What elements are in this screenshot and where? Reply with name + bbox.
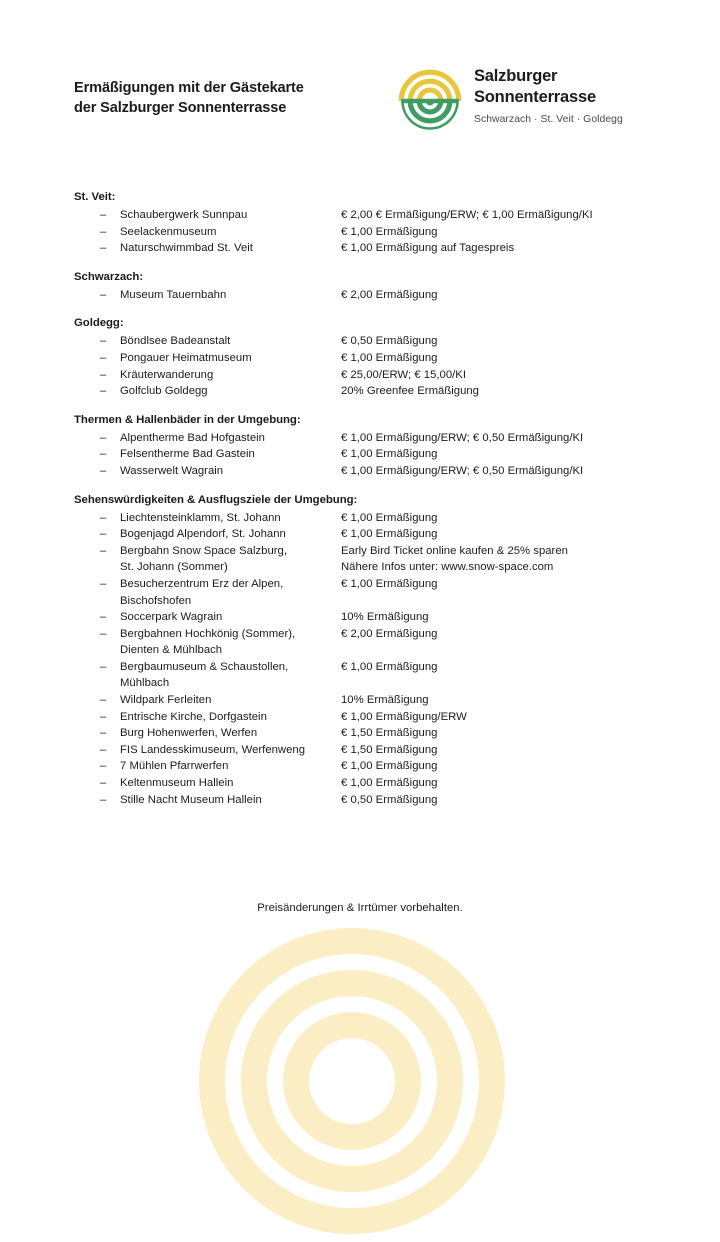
attraction-name bbox=[120, 609, 341, 626]
discount-value-line-1: 10% Ermäßigung bbox=[341, 611, 429, 624]
attraction-name-line-2: Dienten & Mühlbach bbox=[120, 644, 223, 657]
list-item bbox=[74, 430, 660, 447]
discount-value bbox=[341, 430, 660, 447]
attraction-name-line-1: Bogenjagd Alpendorf, St. Johann bbox=[120, 528, 286, 541]
attraction-name-line-1: Pongauer Heimatmuseum bbox=[120, 351, 252, 364]
discount-value-line-1: € 0,50 Ermäßigung bbox=[341, 793, 438, 806]
attraction-name-line-1: FIS Landesskimuseum, Werfenweng bbox=[120, 743, 306, 756]
discount-value-line-1: € 2,00 € Ermäßigung/ERW; € 1,00 Ermäßigung/KI bbox=[341, 209, 593, 221]
attraction-name bbox=[120, 626, 341, 659]
discount-value bbox=[341, 709, 660, 726]
discount-section bbox=[74, 412, 660, 480]
brand-text-block bbox=[474, 66, 664, 126]
discount-value-line-1: € 1,00 Ermäßigung bbox=[341, 660, 438, 673]
dash-bullet-icon: – bbox=[100, 694, 107, 707]
attraction-name-line-1: Liechtensteinklamm, St. Johann bbox=[120, 511, 281, 524]
attraction-name-line-1: Schaubergwerk Sunnpau bbox=[120, 209, 248, 221]
list-item bbox=[74, 792, 660, 809]
discount-value-line-1: € 1,00 Ermäßigung auf Tagespreis bbox=[341, 242, 515, 255]
discount-value-line-1: € 1,00 Ermäßigung bbox=[341, 225, 438, 238]
discount-value-line-1: € 1,00 Ermäßigung bbox=[341, 448, 438, 461]
attraction-name bbox=[120, 758, 341, 775]
discount-value bbox=[341, 792, 660, 809]
list-item bbox=[74, 659, 660, 692]
document-header bbox=[0, 0, 720, 160]
discount-value-line-1: 10% Ermäßigung bbox=[341, 694, 429, 707]
attraction-name-line-1: 7 Mühlen Pfarrwerfen bbox=[120, 760, 229, 773]
attraction-name-line-1: Soccerpark Wagrain bbox=[120, 611, 223, 624]
attraction-name-line-1: Golfclub Goldegg bbox=[120, 385, 208, 398]
dash-bullet-icon: – bbox=[100, 727, 107, 740]
section-title: Sehenswürdigkeiten & Ausflugsziele der Umgebung: bbox=[74, 493, 358, 506]
dash-bullet-icon: – bbox=[100, 760, 107, 773]
attraction-name bbox=[120, 240, 341, 257]
discount-value bbox=[341, 287, 660, 304]
attraction-name bbox=[120, 692, 341, 709]
discount-value bbox=[341, 692, 660, 709]
list-item bbox=[74, 609, 660, 626]
section-title: Goldegg: bbox=[74, 317, 124, 330]
discount-value-line-1: 20% Greenfee Ermäßigung bbox=[341, 385, 479, 398]
logo-watermark bbox=[196, 925, 508, 1085]
list-item bbox=[74, 692, 660, 709]
attraction-name bbox=[120, 510, 341, 527]
list-item bbox=[74, 725, 660, 742]
dash-bullet-icon: – bbox=[100, 710, 107, 723]
page-title bbox=[74, 78, 404, 118]
attraction-name bbox=[120, 287, 341, 304]
dash-bullet-icon: – bbox=[100, 242, 107, 255]
attraction-name bbox=[120, 709, 341, 726]
attraction-name-line-1: Bergbaumuseum & Schaustollen, bbox=[120, 660, 289, 673]
attraction-name-line-1: Kräuterwanderung bbox=[120, 368, 214, 381]
discount-value bbox=[341, 543, 660, 576]
section-rows bbox=[74, 333, 660, 399]
brand-name-line-1: Salzburger bbox=[474, 67, 558, 85]
attraction-name bbox=[120, 725, 341, 742]
discount-value bbox=[341, 742, 660, 759]
discount-section bbox=[74, 315, 660, 399]
dash-bullet-icon: – bbox=[100, 777, 107, 790]
attraction-name-line-1: Wildpark Ferleiten bbox=[120, 694, 212, 707]
discount-value bbox=[341, 383, 660, 400]
list-item bbox=[74, 207, 660, 224]
dash-bullet-icon: – bbox=[100, 385, 107, 398]
dash-bullet-icon: – bbox=[100, 611, 107, 624]
list-item bbox=[74, 742, 660, 759]
section-title: St. Veit: bbox=[74, 191, 116, 203]
attraction-name-line-1: Böndlsee Badeanstalt bbox=[120, 335, 231, 348]
discount-value bbox=[341, 758, 660, 775]
discount-value-line-1: € 1,00 Ermäßigung bbox=[341, 511, 438, 524]
discount-value bbox=[341, 510, 660, 527]
discount-value-line-1: € 1,50 Ermäßigung bbox=[341, 727, 438, 740]
attraction-name bbox=[120, 463, 341, 480]
discount-value bbox=[341, 775, 660, 792]
discount-value bbox=[341, 333, 660, 350]
attraction-name-line-1: Museum Tauernbahn bbox=[120, 288, 227, 301]
list-item bbox=[74, 775, 660, 792]
section-title: Schwarzach: bbox=[74, 270, 144, 283]
list-item bbox=[74, 709, 660, 726]
attraction-name-line-1: Felsentherme Bad Gastein bbox=[120, 448, 255, 461]
attraction-name bbox=[120, 775, 341, 792]
page-title-line-1: Ermäßigungen mit der Gästekarte bbox=[74, 80, 304, 96]
discount-value bbox=[341, 626, 660, 643]
list-item bbox=[74, 367, 660, 384]
discount-section bbox=[74, 189, 660, 257]
dash-bullet-icon: – bbox=[100, 431, 107, 444]
list-item bbox=[74, 758, 660, 775]
attraction-name bbox=[120, 333, 341, 350]
dash-bullet-icon: – bbox=[100, 511, 107, 524]
discount-value bbox=[341, 725, 660, 742]
discount-value bbox=[341, 367, 660, 384]
attraction-name bbox=[120, 367, 341, 384]
discount-value-line-1: € 1,00 Ermäßigung bbox=[341, 577, 438, 590]
dash-bullet-icon: – bbox=[100, 335, 107, 348]
dash-bullet-icon: – bbox=[100, 793, 107, 806]
list-item bbox=[74, 543, 660, 576]
list-item bbox=[74, 463, 660, 480]
discount-section bbox=[74, 492, 660, 809]
attraction-name-line-1: Besucherzentrum Erz der Alpen, bbox=[120, 577, 284, 590]
attraction-name bbox=[120, 350, 341, 367]
attraction-name-line-1: Seelackenmuseum bbox=[120, 225, 217, 238]
attraction-name-line-1: Bergbahnen Hochkönig (Sommer), bbox=[120, 627, 296, 640]
list-item bbox=[74, 510, 660, 527]
section-rows bbox=[74, 430, 660, 480]
attraction-name bbox=[120, 792, 341, 809]
dash-bullet-icon: – bbox=[100, 209, 107, 221]
attraction-name-line-1: Stille Nacht Museum Hallein bbox=[120, 793, 262, 806]
list-item bbox=[74, 446, 660, 463]
section-rows bbox=[74, 510, 660, 809]
attraction-name-line-2: Mühlbach bbox=[120, 677, 170, 690]
discount-value-line-1: € 1,50 Ermäßigung bbox=[341, 743, 438, 756]
discount-value-line-1: € 1,00 Ermäßigung bbox=[341, 760, 438, 773]
discount-value bbox=[341, 446, 660, 463]
dash-bullet-icon: – bbox=[100, 448, 107, 461]
attraction-name-line-1: Wasserwelt Wagrain bbox=[120, 464, 224, 477]
page-title-line-2: der Salzburger Sonnenterrasse bbox=[74, 100, 287, 116]
dash-bullet-icon: – bbox=[100, 288, 107, 301]
brand-name-line-2: Sonnenterrasse bbox=[474, 87, 596, 106]
discount-value bbox=[341, 463, 660, 480]
dash-bullet-icon: – bbox=[100, 544, 107, 557]
discount-value-line-1: € 1,00 Ermäßigung/ERW; € 0,50 Ermäßigung/KI bbox=[341, 464, 584, 477]
list-item bbox=[74, 350, 660, 367]
section-rows bbox=[74, 287, 660, 304]
discount-value bbox=[341, 609, 660, 626]
list-item bbox=[74, 240, 660, 257]
dash-bullet-icon: – bbox=[100, 627, 107, 640]
attraction-name bbox=[120, 430, 341, 447]
discount-value-line-1: € 1,00 Ermäßigung bbox=[341, 777, 438, 790]
attraction-name-line-1: Keltenmuseum Hallein bbox=[120, 777, 234, 790]
discount-value bbox=[341, 576, 660, 593]
discount-value-line-2: Nähere Infos unter: www.snow-space.com bbox=[341, 561, 554, 574]
list-item bbox=[74, 287, 660, 304]
dash-bullet-icon: – bbox=[100, 225, 107, 238]
discount-value bbox=[341, 350, 660, 367]
dash-bullet-icon: – bbox=[100, 577, 107, 590]
attraction-name bbox=[120, 383, 341, 400]
list-item bbox=[74, 626, 660, 659]
dash-bullet-icon: – bbox=[100, 743, 107, 756]
brand-subtitle: Schwarzach · St. Veit · Goldegg bbox=[474, 114, 623, 125]
brand-name bbox=[474, 66, 664, 107]
attraction-name bbox=[120, 742, 341, 759]
discount-value bbox=[341, 659, 660, 676]
discount-value-line-1: € 1,00 Ermäßigung bbox=[341, 528, 438, 541]
discount-value-line-1: Early Bird Ticket online kaufen & 25% sparen bbox=[341, 544, 568, 557]
attraction-name bbox=[120, 659, 341, 692]
list-item bbox=[74, 576, 660, 609]
attraction-name-line-1: Naturschwimmbad St. Veit bbox=[120, 242, 253, 255]
dash-bullet-icon: – bbox=[100, 528, 107, 541]
attraction-name bbox=[120, 446, 341, 463]
discount-list bbox=[74, 189, 660, 808]
discount-value bbox=[341, 526, 660, 543]
list-item bbox=[74, 526, 660, 543]
attraction-name-line-1: Alpentherme Bad Hofgastein bbox=[120, 431, 265, 444]
list-item bbox=[74, 333, 660, 350]
discount-value-line-1: € 1,00 Ermäßigung bbox=[341, 351, 438, 364]
discount-value bbox=[341, 224, 660, 241]
list-item bbox=[74, 224, 660, 241]
discount-value-line-1: € 1,00 Ermäßigung/ERW; € 0,50 Ermäßigung/KI bbox=[341, 431, 584, 444]
dash-bullet-icon: – bbox=[100, 660, 107, 673]
list-item bbox=[74, 383, 660, 400]
discount-value bbox=[341, 207, 660, 224]
discount-value-line-1: € 25,00/ERW; € 15,00/KI bbox=[341, 368, 467, 381]
discount-value-line-1: € 2,00 Ermäßigung bbox=[341, 288, 438, 301]
discount-value bbox=[341, 240, 660, 257]
discount-section bbox=[74, 269, 660, 304]
attraction-name bbox=[120, 576, 341, 609]
brand-lockup bbox=[398, 66, 660, 144]
attraction-name-line-1: Entrische Kirche, Dorfgastein bbox=[120, 710, 267, 723]
attraction-name bbox=[120, 207, 341, 224]
salzburger-sonnenterrasse-logo-icon bbox=[398, 69, 462, 133]
attraction-name bbox=[120, 543, 341, 576]
attraction-name-line-1: Burg Hohenwerfen, Werfen bbox=[120, 727, 258, 740]
logo-spiral-icon bbox=[398, 69, 462, 133]
attraction-name-line-1: Bergbahn Snow Space Salzburg, bbox=[120, 544, 288, 557]
dash-bullet-icon: – bbox=[100, 351, 107, 364]
attraction-name bbox=[120, 224, 341, 241]
attraction-name bbox=[120, 526, 341, 543]
section-title: Thermen & Hallenbäder in der Umgebung: bbox=[74, 413, 301, 426]
dash-bullet-icon: – bbox=[100, 368, 107, 381]
attraction-name-line-2: Bischofshofen bbox=[120, 594, 192, 607]
discount-value-line-1: € 2,00 Ermäßigung bbox=[341, 627, 438, 640]
dash-bullet-icon: – bbox=[100, 464, 107, 477]
discount-value-line-1: € 0,50 Ermäßigung bbox=[341, 335, 438, 348]
discount-value-line-1: € 1,00 Ermäßigung/ERW bbox=[341, 710, 467, 723]
footer-note: Preisänderungen & Irrtümer vorbehalten. bbox=[257, 902, 463, 914]
watermark-arcs-icon bbox=[196, 925, 508, 1237]
section-rows bbox=[74, 207, 660, 257]
attraction-name-line-2: St. Johann (Sommer) bbox=[120, 561, 228, 574]
